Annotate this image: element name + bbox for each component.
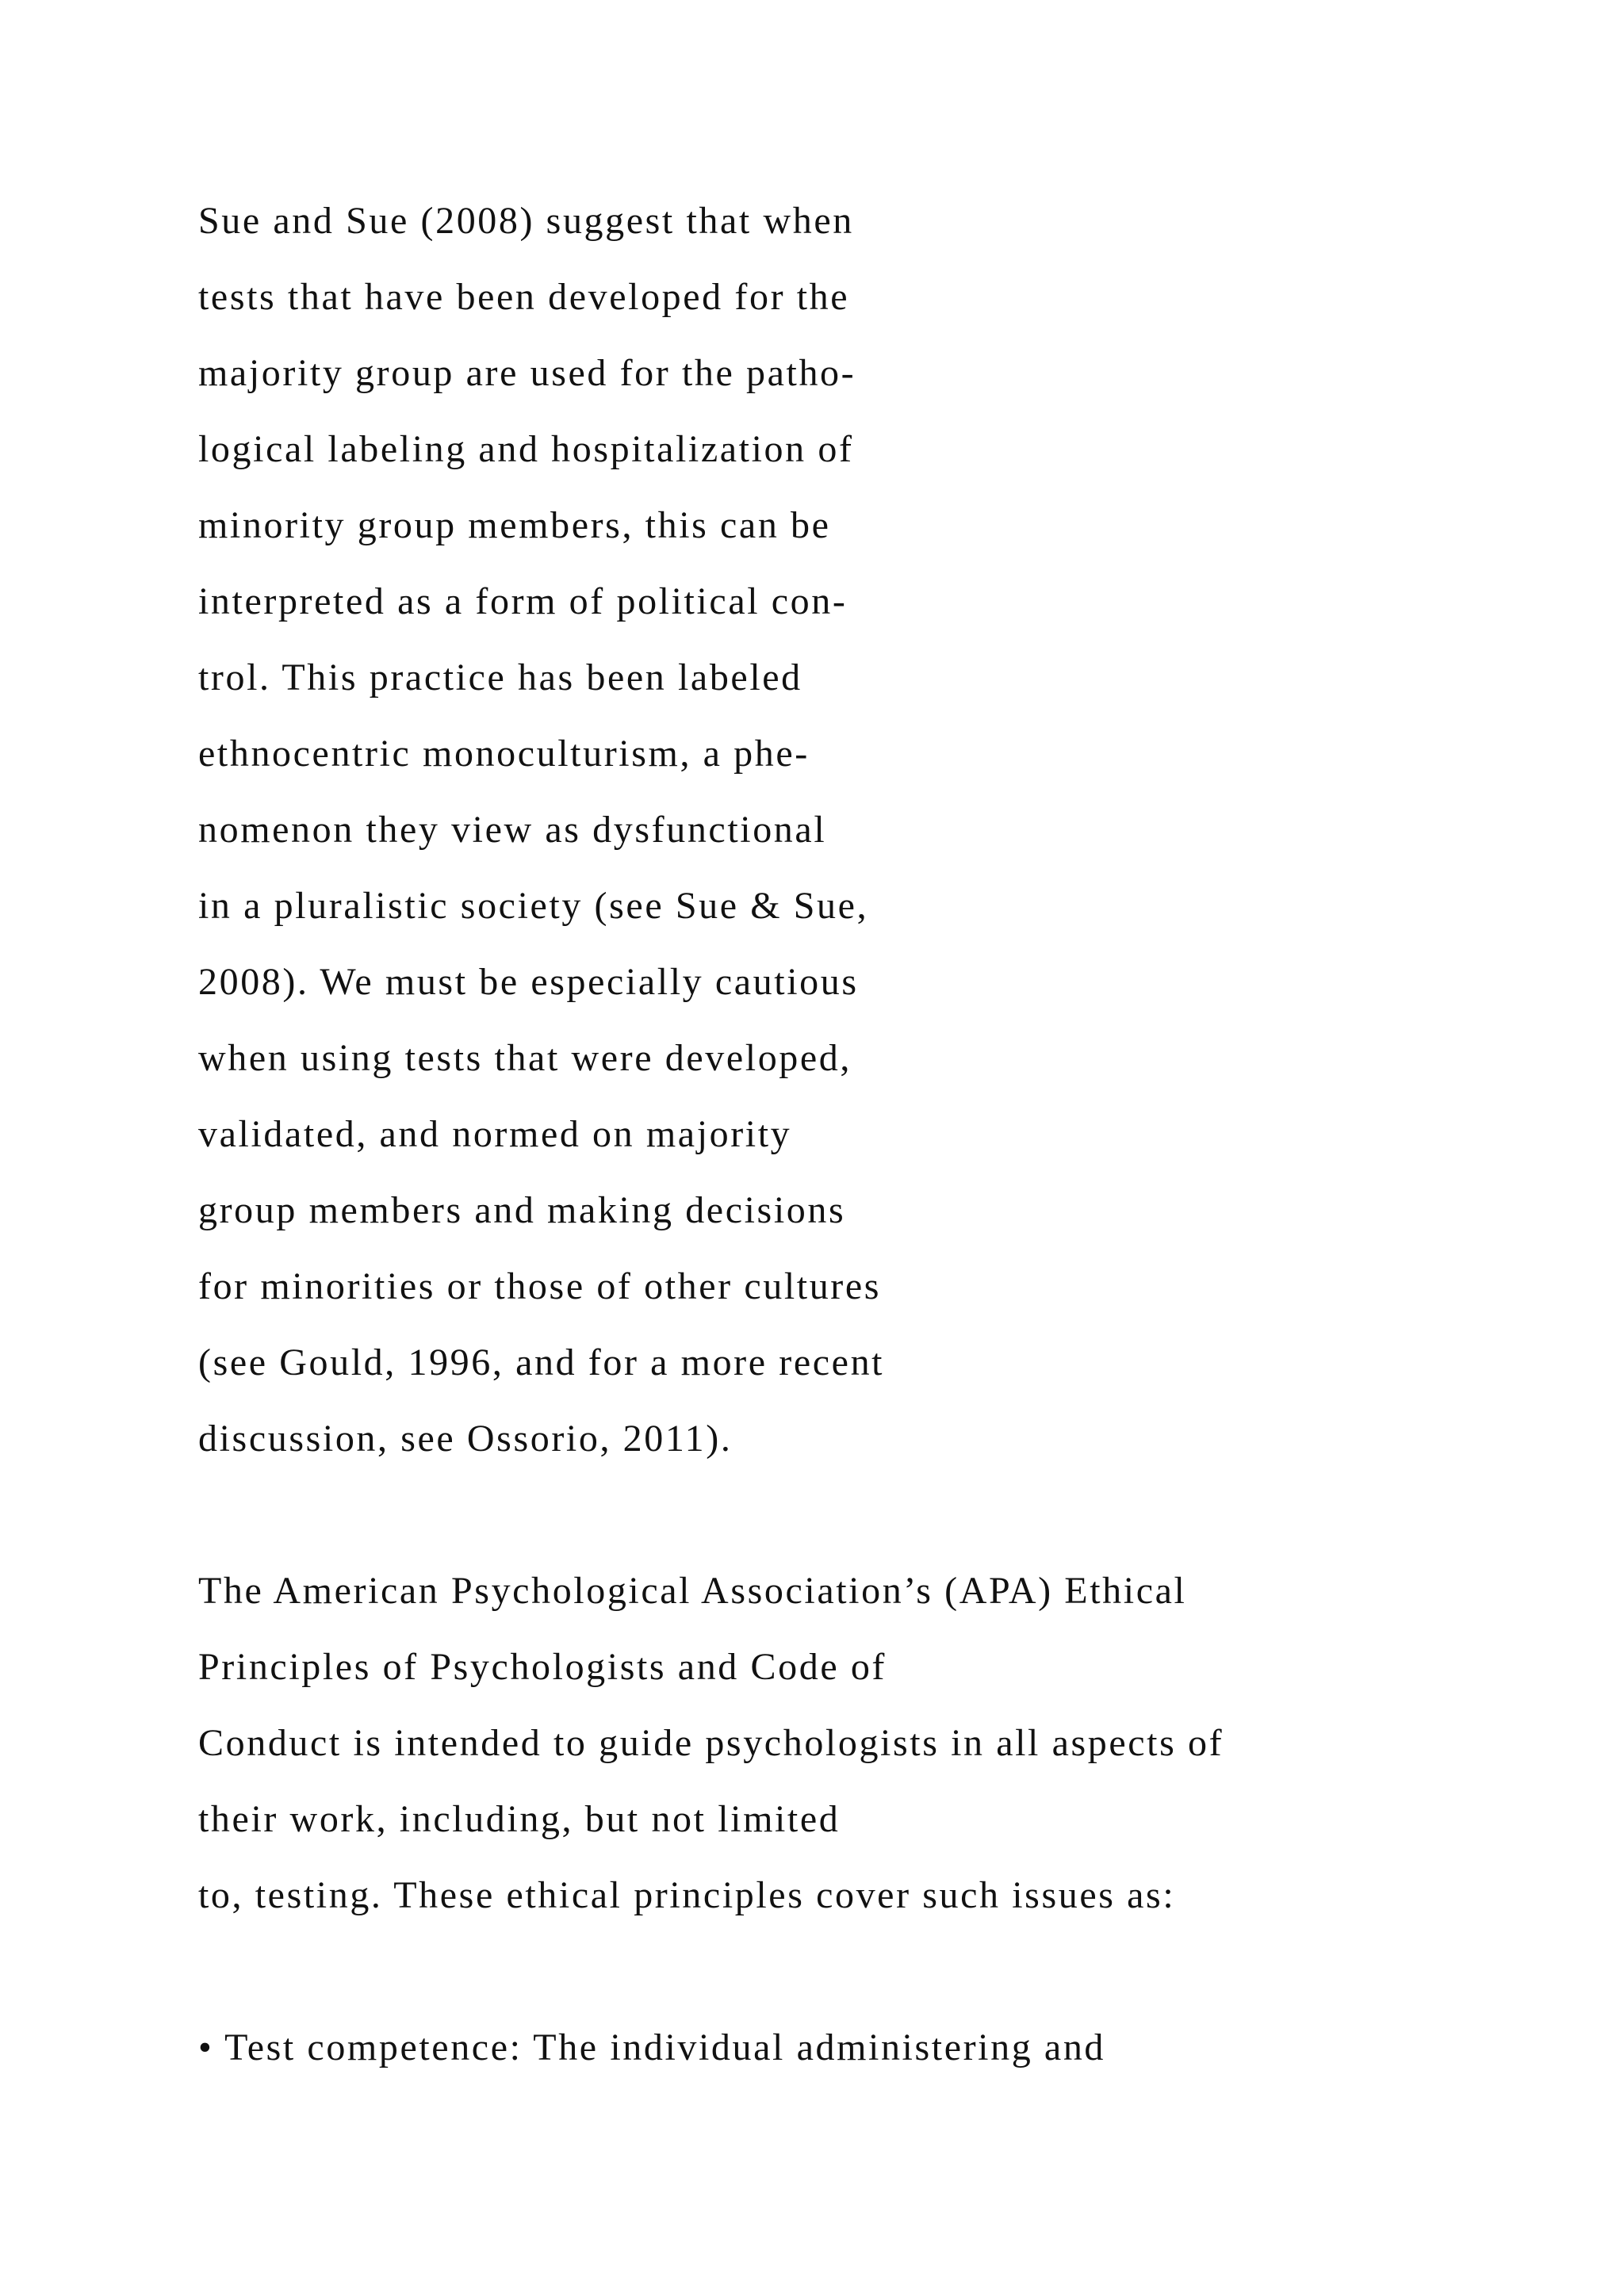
paragraph-1-line-1: Sue and Sue (2008) suggest that when	[198, 200, 854, 242]
document-body	[198, 194, 1594, 2097]
paragraph-gap	[198, 1488, 1594, 1564]
paragraph-1-line-5: minority group members, this can be	[198, 504, 831, 546]
paragraph-1-line-6: interpreted as a form of political con-	[198, 580, 848, 622]
paragraph-1-line-12: when using tests that were developed,	[198, 1037, 852, 1079]
paragraph-2-line-2: Principles of Psychologists and Code of	[198, 1646, 887, 1688]
paragraph-2-line-3: Conduct is intended to guide psychologists in all aspects of	[198, 1722, 1224, 1764]
paragraph-1-line-7: trol. This practice has been labeled	[198, 656, 802, 698]
paragraph-1-line-14: group members and making decisions	[198, 1189, 846, 1231]
paragraph-1-line-3: majority group are used for the patho-	[198, 352, 856, 394]
paragraph-2-line-5: to, testing. These ethical principles cover such issues as:	[198, 1874, 1176, 1916]
paragraph-gap	[198, 1945, 1594, 2021]
bullet-item-test-competence: • Test competence: The individual administering and	[198, 2026, 1106, 2068]
paragraph-1-line-13: validated, and normed on majority	[198, 1113, 792, 1155]
paragraph-1-line-9: nomenon they view as dysfunctional	[198, 809, 827, 851]
paragraph-1-line-2: tests that have been developed for the	[198, 276, 850, 318]
paragraph-1-line-4: logical labeling and hospitalization of	[198, 428, 854, 470]
paragraph-1-line-16: (see Gould, 1996, and for a more recent	[198, 1341, 885, 1383]
paragraph-1-line-8: ethnocentric monoculturism, a phe-	[198, 733, 810, 775]
paragraph-1-line-10: in a pluralistic society (see Sue & Sue,	[198, 885, 869, 927]
paragraph-1-line-15: for minorities or those of other cultures	[198, 1265, 882, 1307]
paragraph-1-line-17: discussion, see Ossorio, 2011).	[198, 1418, 733, 1460]
paragraph-2-line-4: their work, including, but not limited	[198, 1798, 841, 1840]
paragraph-1-line-11: 2008). We must be especially cautious	[198, 961, 859, 1003]
paragraph-2-line-1: The American Psychological Association’s (APA) Ethical	[198, 1570, 1187, 1612]
